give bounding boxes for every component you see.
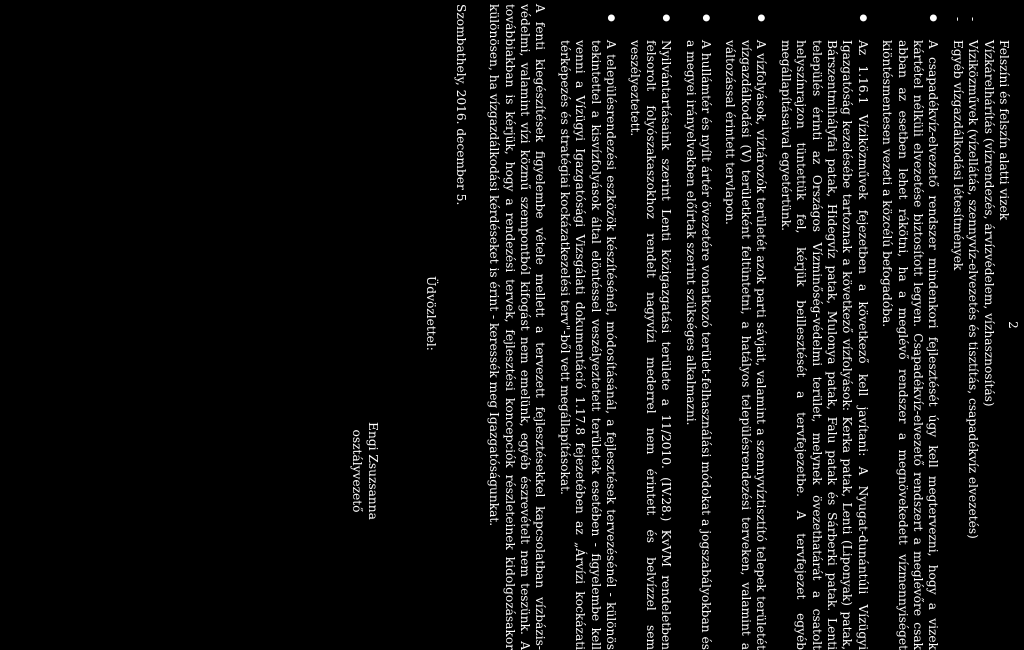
closing-paragraph: A fenti kiegészítések figyelembe vétele mellett a tervezett fejlesztésekkel kapcsolatban vízbázis-védelmi, valamint vízi közmű szempontból kifogást nem emelünk, egyéb észrevételt nem teszünk. A továbbiakban is kérjük, hogy a rendezési tervek, fejlesztési koncepciók részleteinek kidolgozásakor különösen, ha vízgazdálkodási kérdéseket is érint - keressék meg Igazgatóságunkat. [487, 4, 548, 650]
dash-item: - Víziközművek (vízellátás, szennyvíz-elvezetés és tisztítás, csapadékvíz elvezetés) [965, 4, 980, 650]
bullet-item: ● Nyilvántartásaink szerint Lenti közigazgatási területe a 11/2010. (IV.28.) KvVM rendeletben felsorolt folyószakaszokhoz rendelt nagyvízi mederrel nem érintett és belvízzel sem veszélyeztetett. [627, 4, 673, 650]
document-body [348, 4, 1011, 650]
intro-line: Vízkárelhárítás (vízrendezés, árvízvédelem, vízhasznosítás) [981, 40, 996, 407]
signer [349, 406, 380, 536]
bullet-item: ● Az 1.16.1 Víziközművek fejezetben a következő kell javítani: A Nyugat-dunántúli Vízügyi Igazgatóság kezelésébe tartoznak a következő vízfolyások: Kerka patak, Lenti (Liponyak) patak, Bárszentmihályfai patak, Hidegvíz patak, Mulonya patak, Falu patak és Sárberki patak. Lenti település érinti az Országos Vízminőség-védelmi terület, melynek övezethatárát a csatolt helyszínrajzon tüntettük fel, kérjük beillesztését a tervfejezetbe. A tervfejezet egyéb megállapításaival egyetértünk. [777, 4, 869, 650]
bullet-item: ● A hullámtér és nyílt ártér övezetére vonatkozó terület-felhasználási módokat a jogszabályokban és a megyei irányelvekben előírtak szerint szükséges alkalmazni. [682, 4, 713, 650]
signature-block [348, 4, 468, 650]
bullet-item: ● A vízfolyások, víztározók területét azok parti sávjait, valamint a szennyvíztisztító telepek területét vízgazdálkodási (V) területként feltüntetni, a hatályos településrendezési terveken, valamint a változással érintett tervlapon. [722, 4, 768, 650]
dash-list [949, 4, 980, 650]
intro-line: Felszíni és felszín alatti vizek [997, 40, 1011, 221]
page-number: 2 [1006, 321, 1020, 329]
bullet-list [556, 4, 940, 650]
greeting: Üdvözlettel: [423, 276, 438, 351]
dash-item: - Egyéb vízgazdálkodási létesítmények [949, 4, 964, 650]
bullet-item: ● A településrendezési eszközök készítésénél, módosításánál, a fejlesztések tervezésénél - különös tekintettel a kisvízfolyások által elöntéssel veszélyeztetett területek esetében - figyelembe kell venni a Vízügyi Igazgatósági Vizsgálati dokumentáció 1.17.8 fejezetében az „Árvízi kockázati térképezés és stratégiai kockázatkezelési terv"-ből vett megállapításokat. [556, 4, 618, 650]
intro-block [949, 4, 1011, 650]
signer-title: osztályvezető [350, 429, 365, 513]
date-line: Szombathely, 2016. december 5. [453, 4, 468, 206]
bullet-item: ● A csapadékvíz-elvezető rendszer mindenkori fejlesztését úgy kell megtervezni, hogy a vizek kártétel nélküli elvezetése biztosított legyen. Csapadékvíz-elvezető rendszert a meglévőre csak abban az esetben lehet rákötni, ha a meglévő rendszer a megnövekedett vízmennyiséget kiöntésmentesen vezeti a közcélú befogadóba. [879, 4, 941, 650]
signer-name: Engi Zsuzsanna [365, 422, 380, 520]
